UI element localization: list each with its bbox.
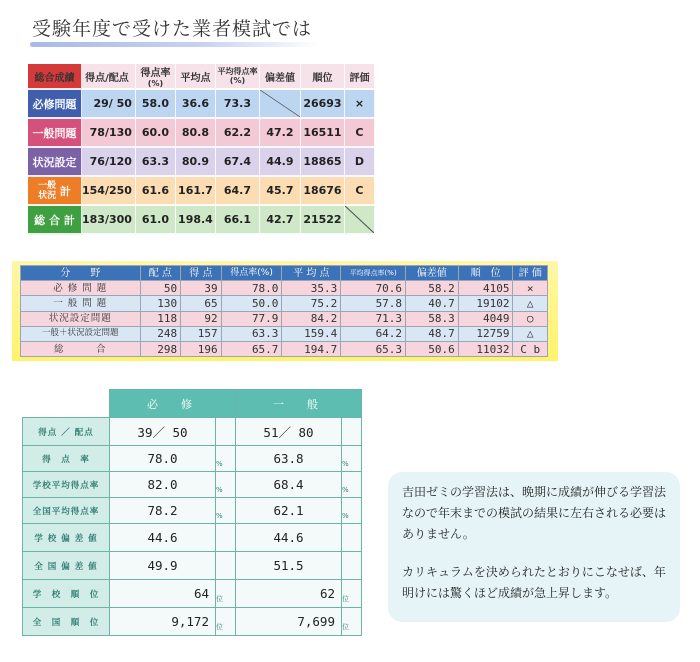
table-row (23, 552, 362, 580)
table-row (21, 311, 548, 326)
table2-header-deviation: 偏差値 (406, 266, 459, 281)
grade-cell: △ (513, 326, 548, 341)
row-label: 得点 ／ 配点 (23, 418, 110, 446)
required-value: 78.2 (110, 498, 216, 524)
rate-cell: 61.0 (136, 206, 176, 235)
rate-cell: 78.0 (221, 281, 282, 296)
avg-rate-cell: 66.1 (216, 206, 260, 235)
required-value: 49.9 (110, 552, 216, 580)
required-unit (216, 418, 236, 446)
required-value: 64 (110, 580, 216, 608)
deviation-cell: 47.2 (260, 119, 301, 148)
score-cell: 78/130 (82, 119, 136, 148)
row-label: 一般問題 (28, 119, 82, 148)
general-unit: % (342, 472, 362, 498)
grade-cell: C (345, 119, 375, 148)
avg-rate-cell: 62.2 (216, 119, 260, 148)
note-paragraph-2: カリキュラムを決められたとおりにこなせば、年明けには驚くほど成績が急上昇します。 (402, 565, 666, 600)
grade-cell: ○ (513, 311, 548, 326)
table1-header-avg-rate: 平均得点率 (%) (216, 64, 260, 90)
general-value: 68.4 (236, 472, 342, 498)
table-row (23, 580, 362, 608)
table3-header-required: 必 修 (110, 390, 236, 418)
avg-rate-cell: 64.2 (341, 326, 406, 341)
table-row (28, 148, 375, 177)
table-row (21, 341, 548, 356)
avg-rate-cell: 70.6 (341, 281, 406, 296)
table3-header-general: 一 般 (236, 390, 362, 418)
score-cell: 76/120 (82, 148, 136, 177)
deviation-cell: 45.7 (260, 177, 301, 206)
required-unit (216, 552, 236, 580)
general-value: 51／ 80 (236, 418, 342, 446)
deviation-cell: 48.7 (406, 326, 459, 341)
row-label: 一般 状況 計 (28, 177, 82, 206)
table-row (21, 326, 548, 341)
general-value: 62.1 (236, 498, 342, 524)
score-cell: 154/250 (82, 177, 136, 206)
table-row (21, 281, 548, 296)
mock-exam-results-table-3 (22, 389, 362, 636)
grade-cell: C (345, 177, 375, 206)
general-unit: 位 (342, 608, 362, 636)
general-unit: % (342, 446, 362, 472)
table-row (21, 296, 548, 311)
rank-cell: 19102 (458, 296, 513, 311)
grade-cell: × (513, 281, 548, 296)
table2-header-rate: 得点率(%) (221, 266, 282, 281)
table1-header-grade: 評価 (345, 64, 375, 90)
general-unit (342, 524, 362, 552)
row-label: 得 点 率 (23, 446, 110, 472)
empty-slash-cell (260, 90, 301, 119)
score-cell: 39 (181, 281, 222, 296)
table1-header-deviation: 偏差値 (260, 64, 301, 90)
row-label: 総 合 (21, 341, 141, 356)
row-label: 学 校 順 位 (23, 580, 110, 608)
rank-cell: 12759 (458, 326, 513, 341)
avg-cell: 194.7 (282, 341, 341, 356)
general-unit: % (342, 498, 362, 524)
rate-cell: 61.6 (136, 177, 176, 206)
avg-cell: 35.3 (282, 281, 341, 296)
required-unit: % (216, 472, 236, 498)
general-value: 44.6 (236, 524, 342, 552)
table2-header-score: 得 点 (181, 266, 222, 281)
avg-cell: 161.7 (176, 177, 216, 206)
row-label: 全 国 順 位 (23, 608, 110, 636)
table2-header-row (21, 266, 548, 281)
rank-cell: 11032 (458, 341, 513, 356)
max-cell: 248 (140, 326, 181, 341)
score-cell: 92 (181, 311, 222, 326)
table-row (23, 472, 362, 498)
rank-cell: 4049 (458, 311, 513, 326)
rate-cell: 63.3 (221, 326, 282, 341)
general-value: 51.5 (236, 552, 342, 580)
max-cell: 118 (140, 311, 181, 326)
grade-cell: × (345, 90, 375, 119)
table-row (28, 119, 375, 148)
table1-header-rank: 順位 (301, 64, 345, 90)
avg-rate-cell: 57.8 (341, 296, 406, 311)
rate-cell: 63.3 (136, 148, 176, 177)
general-unit: 位 (342, 580, 362, 608)
grade-cell: D (345, 148, 375, 177)
table2-header-avg-rate: 平均得点率(%) (341, 266, 406, 281)
avg-cell: 75.2 (282, 296, 341, 311)
row-label: 一 般 問 題 (21, 296, 141, 311)
study-method-note (388, 472, 680, 622)
table2-header-max: 配 点 (140, 266, 181, 281)
table-row (23, 498, 362, 524)
avg-rate-cell: 73.3 (216, 90, 260, 119)
table-row (28, 177, 375, 206)
table2-header-grade: 評 価 (513, 266, 548, 281)
table-row (28, 90, 375, 119)
rank-cell: 4105 (458, 281, 513, 296)
rank-cell: 18865 (301, 148, 345, 177)
mock-exam-results-table-2-panel (12, 261, 558, 361)
deviation-cell: 42.7 (260, 206, 301, 235)
empty-slash-cell (345, 206, 375, 235)
title-underline (30, 42, 320, 47)
row-label: 必 修 問 題 (21, 281, 141, 296)
avg-rate-cell: 67.4 (216, 148, 260, 177)
score-cell: 65 (181, 296, 222, 311)
table1-header-score: 得点/配点 (82, 64, 136, 90)
deviation-cell: 58.3 (406, 311, 459, 326)
table-row (23, 446, 362, 472)
table1-header-avg: 平均点 (176, 64, 216, 90)
avg-cell: 84.2 (282, 311, 341, 326)
note-paragraph-1: 吉田ゼミの学習法は、晩期に成績が伸びる学習法なので年末までの模試の結果に左右される必要はありません。 (402, 485, 667, 541)
row-label: 必修問題 (28, 90, 82, 119)
required-value: 9,172 (110, 608, 216, 636)
required-unit: % (216, 446, 236, 472)
avg-rate-cell: 64.7 (216, 177, 260, 206)
rank-cell: 16511 (301, 119, 345, 148)
general-unit (342, 552, 362, 580)
score-cell: 196 (181, 341, 222, 356)
avg-cell: 198.4 (176, 206, 216, 235)
rank-cell: 26693 (301, 90, 345, 119)
row-label: 状況設定 (28, 148, 82, 177)
table1-header-row (28, 64, 375, 90)
general-value: 63.8 (236, 446, 342, 472)
rate-cell: 58.0 (136, 90, 176, 119)
table3-header-blank (23, 390, 110, 418)
row-label: 学 校 偏 差 値 (23, 524, 110, 552)
required-value: 82.0 (110, 472, 216, 498)
score-cell: 183/300 (82, 206, 136, 235)
table-row (23, 608, 362, 636)
required-unit: 位 (216, 608, 236, 636)
table-row (23, 418, 362, 446)
required-unit (216, 524, 236, 552)
row-label: 状況設定問題 (21, 311, 141, 326)
rank-cell: 18676 (301, 177, 345, 206)
avg-rate-cell: 71.3 (341, 311, 406, 326)
avg-cell: 80.9 (176, 148, 216, 177)
required-value: 44.6 (110, 524, 216, 552)
table2-header-field: 分 野 (21, 266, 141, 281)
table1-header-rate: 得点率 (%) (136, 64, 176, 90)
general-unit (342, 418, 362, 446)
max-cell: 298 (140, 341, 181, 356)
score-cell: 157 (181, 326, 222, 341)
general-value: 7,699 (236, 608, 342, 636)
page-title: 受験年度で受けた業者模試では (32, 18, 313, 40)
deviation-cell: 50.6 (406, 341, 459, 356)
rate-cell: 50.0 (221, 296, 282, 311)
mock-exam-results-table-1 (28, 64, 375, 235)
max-cell: 130 (140, 296, 181, 311)
avg-cell: 159.4 (282, 326, 341, 341)
max-cell: 50 (140, 281, 181, 296)
required-unit: % (216, 498, 236, 524)
row-label: 全国平均得点率 (23, 498, 110, 524)
required-value: 39／ 50 (110, 418, 216, 446)
general-value: 62 (236, 580, 342, 608)
deviation-cell: 44.9 (260, 148, 301, 177)
deviation-cell: 58.2 (406, 281, 459, 296)
table2-header-avg: 平 均 点 (282, 266, 341, 281)
row-label: 総 合 計 (28, 206, 82, 235)
table-row (28, 206, 375, 235)
required-unit: 位 (216, 580, 236, 608)
table3-header-row (23, 390, 362, 418)
deviation-cell: 40.7 (406, 296, 459, 311)
table2-header-rank: 順 位 (458, 266, 513, 281)
avg-cell: 80.8 (176, 119, 216, 148)
rate-cell: 60.0 (136, 119, 176, 148)
table1-header-overall: 総合成績 (28, 64, 82, 90)
rate-cell: 77.9 (221, 311, 282, 326)
mock-exam-results-table-2 (20, 265, 548, 357)
avg-rate-cell: 65.3 (341, 341, 406, 356)
rank-cell: 21522 (301, 206, 345, 235)
rate-cell: 65.7 (221, 341, 282, 356)
row-label: 学校平均得点率 (23, 472, 110, 498)
grade-cell: C b (513, 341, 548, 356)
row-label: 全 国 偏 差 値 (23, 552, 110, 580)
row-label: 一般＋状況設定問題 (21, 326, 141, 341)
avg-cell: 36.6 (176, 90, 216, 119)
required-value: 78.0 (110, 446, 216, 472)
grade-cell: △ (513, 296, 548, 311)
score-cell: 29/ 50 (82, 90, 136, 119)
table-row (23, 524, 362, 552)
